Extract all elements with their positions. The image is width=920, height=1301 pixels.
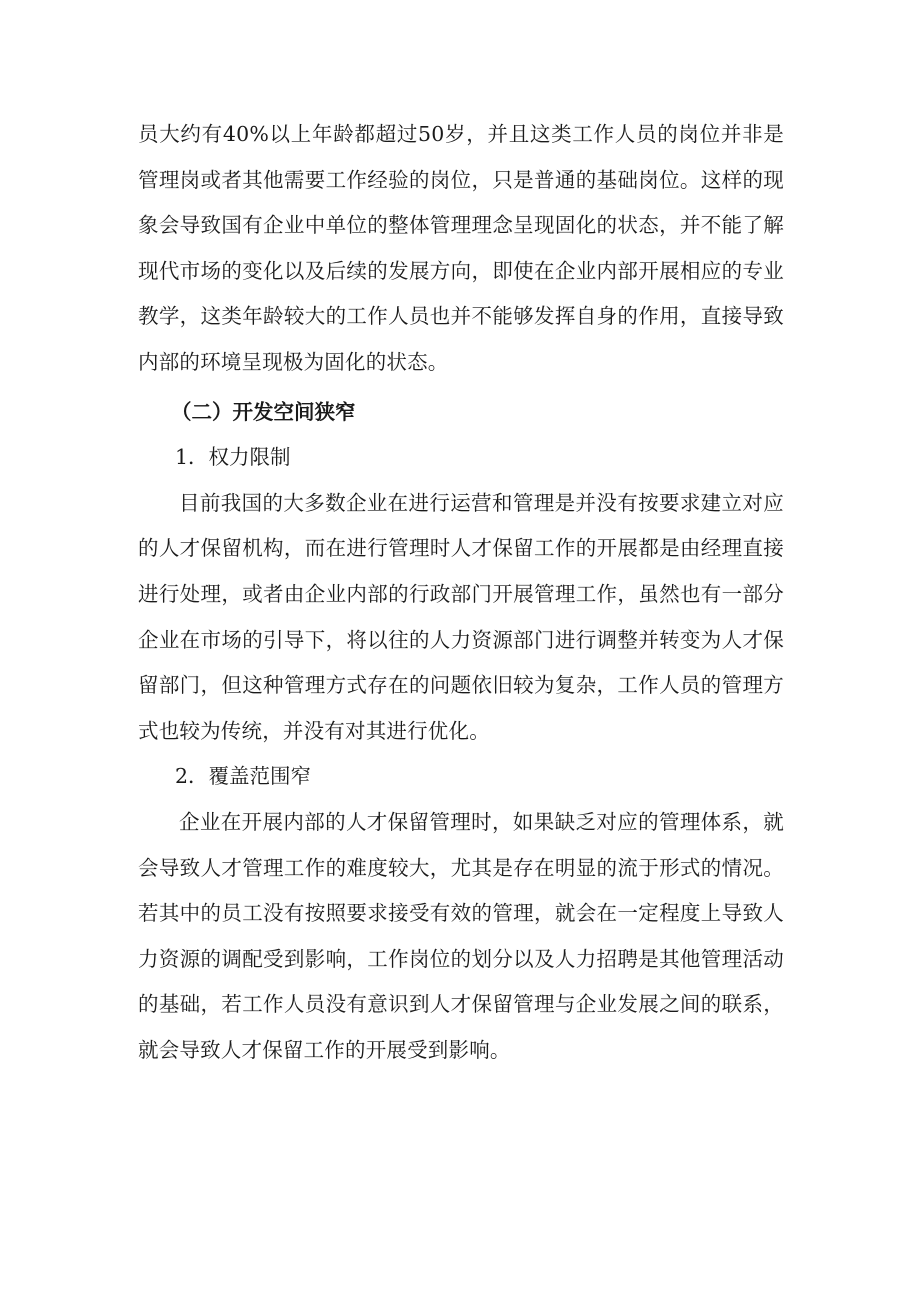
subsection-heading-power-limits: 1．权力限制 (175, 445, 291, 470)
paragraph-coverage: 企业在开展内部的人才保留管理时，如果缺乏对应的管理体系，就会导致人才管理工作的难度较大，尤其是存在明显的流于形式的情况。若其中的员工没有按照要求接受有效的管理，就会在一定程度上导致人力资源的调配受到影响，工作岗位的划分以及人力招聘是其他管理活动的基础，若工作人员没有意识到人才保留管理与企业发展之间的联系，就会导致人才保留工作的开展受到影响。 (138, 809, 784, 1062)
section-heading: （二）开发空间狭窄 (171, 399, 356, 424)
paragraph-power-limits: 目前我国的大多数企业在进行运营和管理是并没有按要求建立对应的人才保留机构，而在进行管理时人才保留工作的开展都是由经理直接进行处理，或者由企业内部的行政部门开展管理工作，虽然也有一部分企业在市场的引导下，将以往的人力资源部门进行调整并转变为人才保留部门，但这种管理方式存在的问题依旧较为复杂，工作人员的管理方式也较为传统，并没有对其进行优化。 (138, 490, 784, 743)
intro-paragraph: 员大约有40%以上年龄都超过50岁，并且这类工作人员的岗位并非是管理岗或者其他需要工作经验的岗位，只是普通的基础岗位。这样的现象会导致国有企业中单位的整体管理理念呈现固化的状态，并不能了解现代市场的变化以及后续的发展方向，即使在企业内部开展相应的专业教学，这类年龄较大的工作人员也并不能够发挥自身的作用，直接导致内部的环境呈现极为固化的状态。 (138, 122, 784, 374)
document-body (138, 112, 784, 1073)
subsection-heading-coverage: 2．覆盖范围窄 (175, 764, 312, 789)
